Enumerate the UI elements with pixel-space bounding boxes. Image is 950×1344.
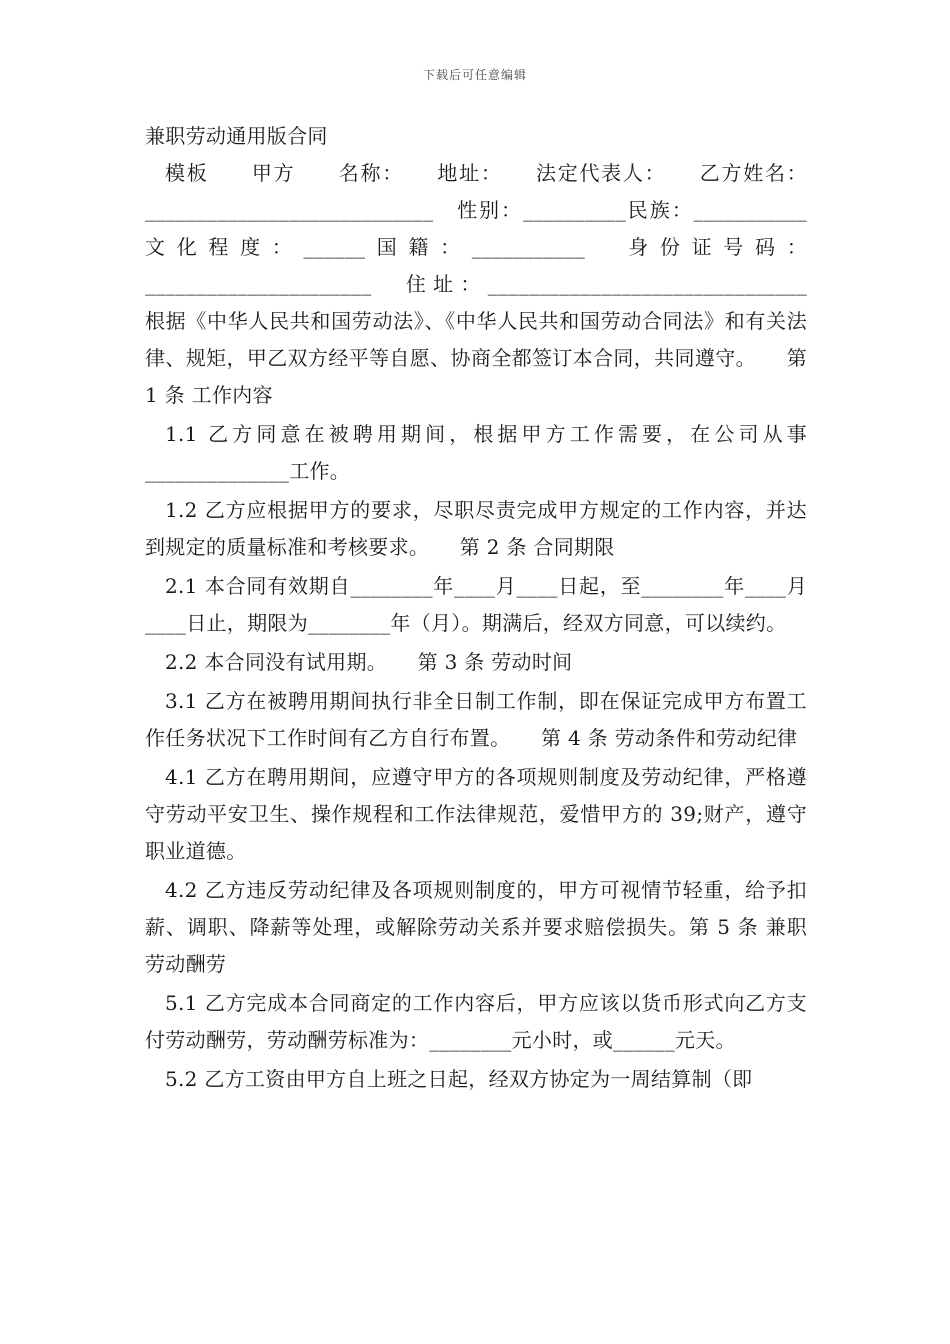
paragraph-1-2: 1.2 乙方应根据甲方的要求，尽职尽责完成甲方规定的工作内容，并达到规定的质量标准和考核要求。 第 2 条 合同期限	[145, 498, 807, 559]
paragraph-2-1: 2.1 本合同有效期自________年____月____日起，至________年____月____日止，期限为________年（月）。期满后，经双方同意，可以续约。	[145, 574, 807, 635]
page-header-note: 下载后可任意编辑	[422, 68, 527, 82]
paragraph-1-1: 1.1 乙方同意在被聘用期间，根据甲方工作需要，在公司从事______________工作。	[145, 422, 807, 483]
paragraph-2-2: 2.2 本合同没有试用期。 第 3 条 劳动时间	[165, 650, 573, 674]
paragraph-4-1: 4.1 乙方在聘用期间，应遵守甲方的各项规则制度及劳动纪律，严格遵守劳动平安卫生、操作规程和工作法律规范，爱惜甲方的 39;财产，遵守职业道德。	[145, 765, 807, 863]
document-title: 兼职劳动通用版合同	[145, 124, 328, 148]
document-body	[145, 118, 848, 1098]
paragraph-5-2: 5.2 乙方工资由甲方自上班之日起，经双方协定为一周结算制（即	[165, 1067, 753, 1091]
paragraph-intro: 模板 甲方 名称： 地址： 法定代表人： 乙方姓名：____________________________ 性别：__________民族：___________ 文化程度：______国籍：___________ 身份证号码：______________________ 住址：_______________________________ 根据《中华人民共和国劳动法》、《中华人民共和国劳动合同法》和有关法律、规矩，甲乙双方经平等自愿、协商全都签订本合同，共同遵守。 第 1 条 工作内容	[145, 161, 848, 407]
paragraph-5-1: 5.1 乙方完成本合同商定的工作内容后，甲方应该以货币形式向乙方支付劳动酬劳，劳动酬劳标准为：________元小时，或______元天。	[145, 991, 807, 1052]
paragraph-4-2: 4.2 乙方违反劳动纪律及各项规则制度的，甲方可视情节轻重，给予扣薪、调职、降薪等处理，或解除劳动关系并要求赔偿损失。第 5 条 兼职劳动酬劳	[145, 878, 807, 976]
paragraph-3-1: 3.1 乙方在被聘用期间执行非全日制工作制，即在保证完成甲方布置工作任务状况下工作时间有乙方自行布置。 第 4 条 劳动条件和劳动纪律	[145, 689, 807, 750]
